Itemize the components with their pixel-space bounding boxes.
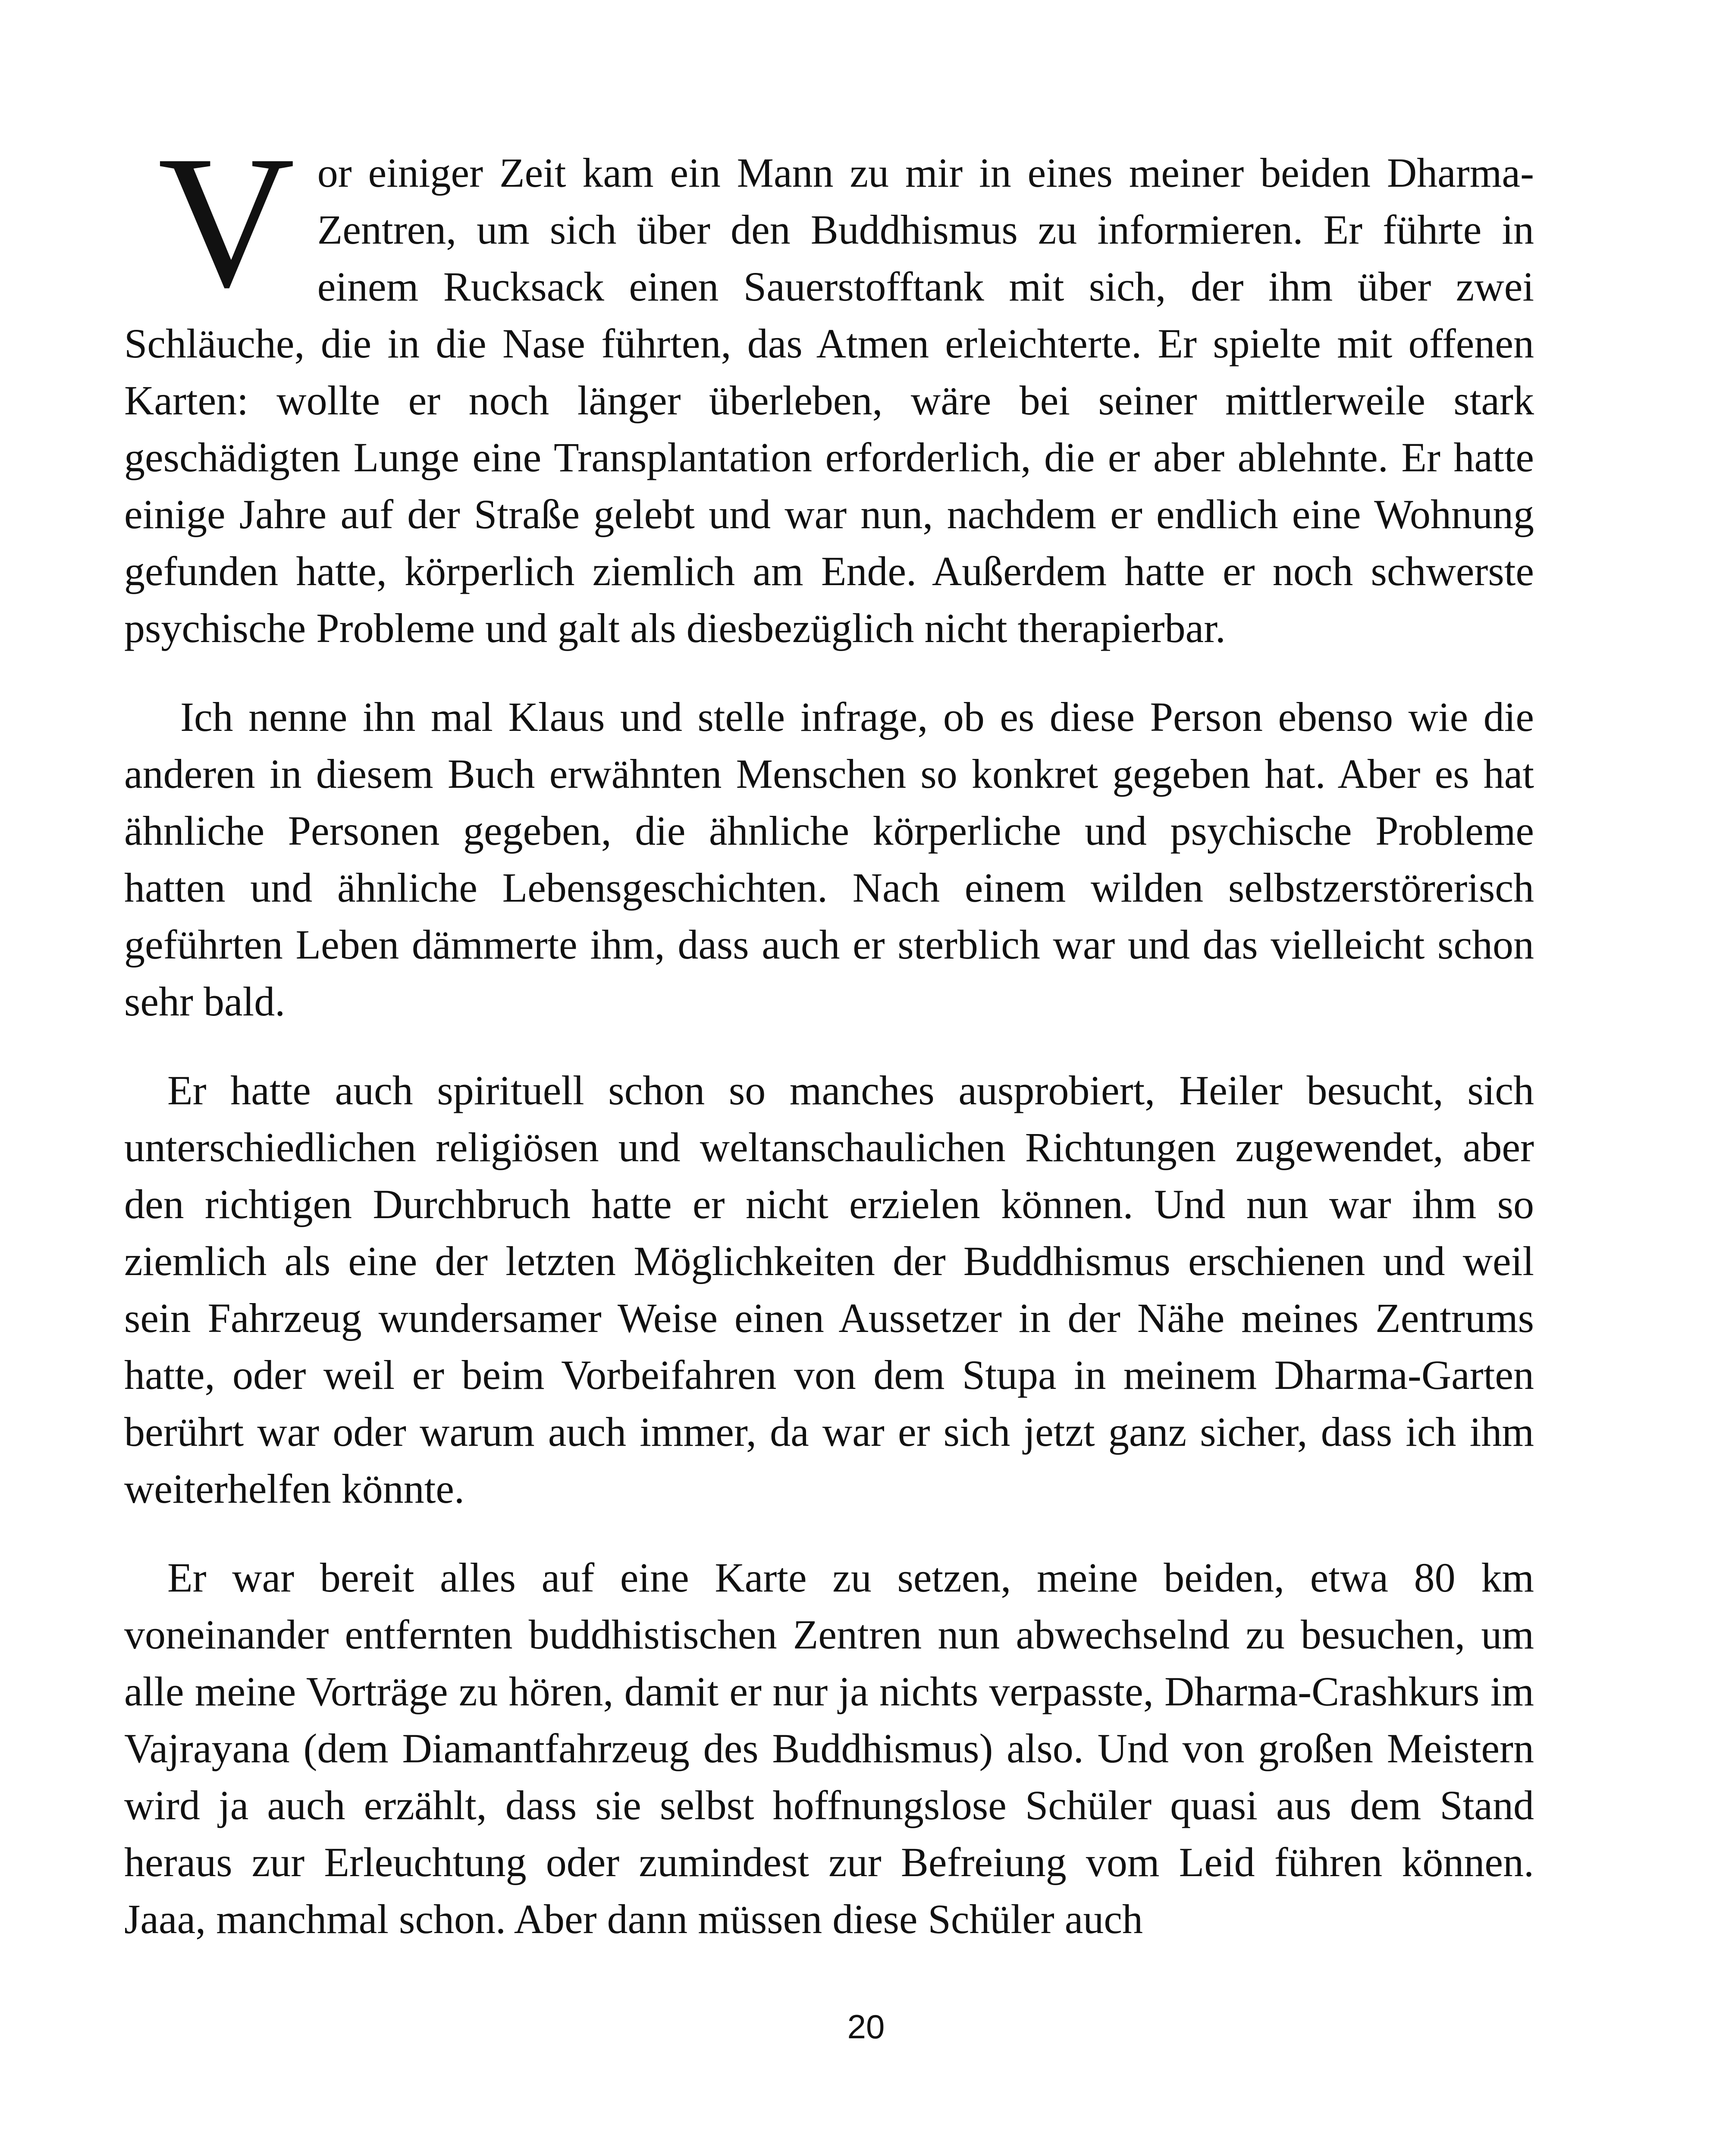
body-text xyxy=(124,117,1534,1980)
paragraph-2: Ich nenne ihn mal Klaus und stelle infrage, ob es diese Person ebenso wie die anderen in diesem Buch erwähnten Menschen so konkret gegeben hat. Aber es hat ähnliche Personen gegeben, die ähnliche körperliche und psychische Probleme hatten und ähnliche Lebensgeschichten. Nach einem wilden selbstzerstörerisch geführten Leben dämmerte ihm, dass auch er sterblich war und das vielleicht schon sehr bald. xyxy=(124,694,1534,1025)
page-number: 20 xyxy=(847,2008,885,2046)
paragraph-4: Er war bereit alles auf eine Karte zu setzen, meine beiden, etwa 80 km voneinander entfernten buddhistischen Zentren nun abwechselnd zu besuchen, um alle meine Vorträge zu hören, damit er nur ja nichts verpasste, Dharma-Crashkurs im Vajrayana (dem Diamantfahrzeug des Buddhismus) also. Und von großen Meistern wird ja auch erzählt, dass sie selbst hoffnungslose Schüler quasi aus dem Stand heraus zur Erleuchtung oder zumindest zur Befreiung vom Leid führen können. Jaaa, manchmal schon. Aber dann müssen diese Schüler auch xyxy=(124,1554,1534,1942)
paragraph-1-text: or einiger Zeit kam ein Mann zu mir in eines meiner beiden Dharma-Zentren, um sich über den Buddhismus zu informieren. Er führte in einem Rucksack einen Sauerstofftank mit sich, der ihm über zwei Schläuche, die in die Nase führten, das Atmen erleichterte. Er spielte mit offenen Karten: wollte er noch länger überleben, wäre bei seiner mittlerweile stark geschädigten Lunge eine Transplantation erforderlich, die er aber ablehnte. Er hatte einige Jahre auf der Straße gelebt und war nun, nachdem er endlich eine Wohnung gefunden hatte, körperlich ziemlich am Ende. Außerdem hatte er noch schwerste psychische Probleme und galt als diesbezüglich nicht therapierbar. xyxy=(124,150,1534,651)
drop-cap: V xyxy=(158,117,295,327)
paragraph-1 xyxy=(124,117,1534,657)
paragraph-3: Er hatte auch spirituell schon so manches ausprobiert, Heiler besucht, sich unterschiedlichen religiösen und weltanschaulichen Richtungen zugewendet, aber den richtigen Durchbruch hatte er nicht erzielen können. Und nun war ihm so ziemlich als eine der letzten Möglichkeiten der Buddhismus erschienen und weil sein Fahrzeug wundersamer Weise einen Aussetzer in der Nähe meines Zentrums hatte, oder weil er beim Vorbeifahren von dem Stupa in meinem Dharma-Garten berührt war oder warum auch immer, da war er sich jetzt ganz sicher, dass ich ihm weiterhelfen könnte. xyxy=(124,1067,1534,1512)
